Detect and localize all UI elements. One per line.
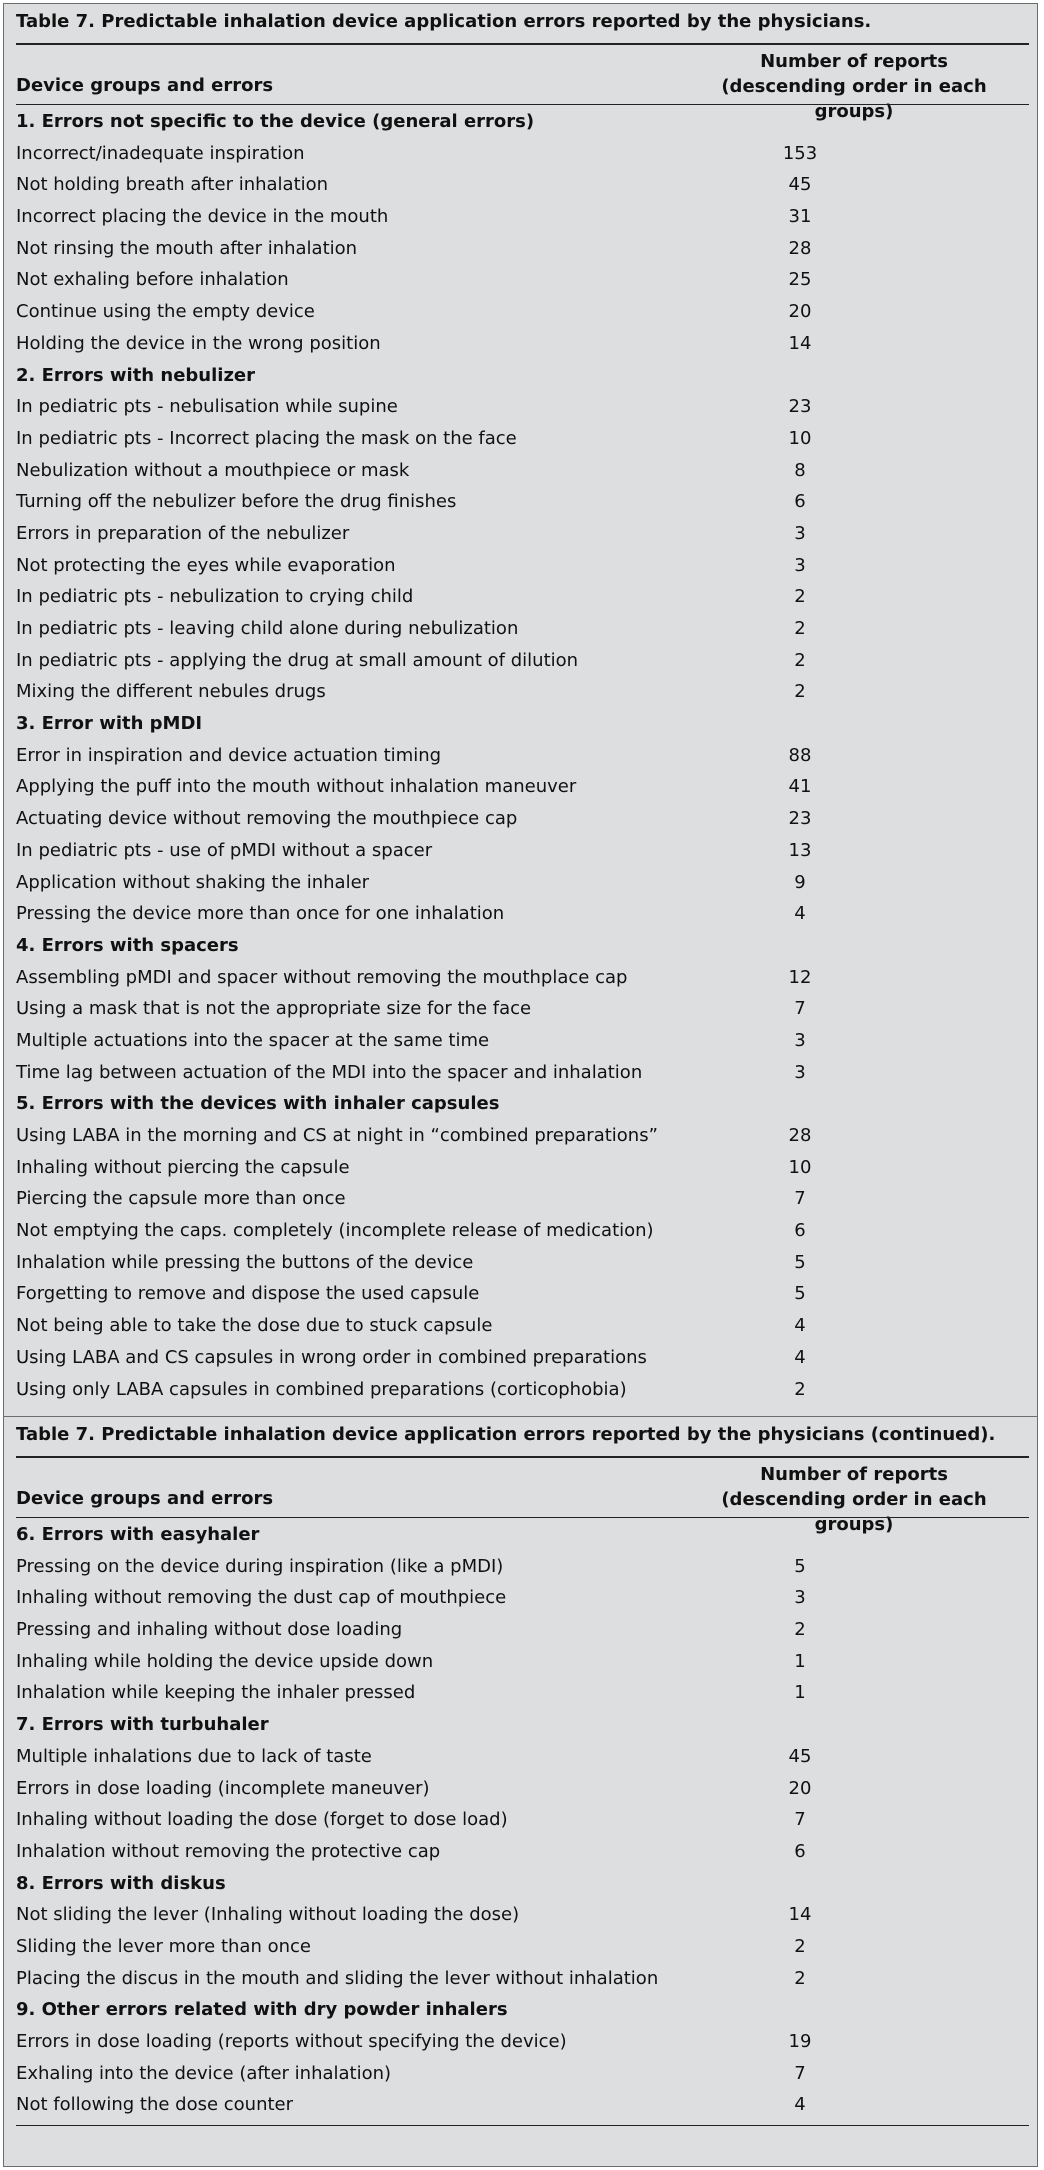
table-row — [16, 1248, 1029, 1280]
error-description: In pediatric pts - use of pMDI without a spacer — [16, 839, 433, 861]
report-count: 28 — [788, 237, 812, 259]
table-row — [16, 1932, 1029, 1964]
error-description: Sliding the lever more than once — [16, 1935, 311, 1957]
table-row — [16, 1964, 1029, 1996]
report-count: 2 — [794, 1935, 806, 1957]
error-description: Not following the dose counter — [16, 2094, 294, 2116]
error-description: Not holding breath after inhalation — [16, 174, 329, 196]
table-row — [16, 424, 1029, 456]
report-count: 8 — [794, 459, 806, 481]
report-count: 9 — [794, 871, 806, 893]
error-description: In pediatric pts - leaving child alone during nebulization — [16, 618, 519, 639]
report-count: 4 — [794, 2094, 806, 2116]
report-count: 23 — [788, 808, 812, 830]
group-title: 5. Errors with the devices with inhaler capsules — [16, 1093, 500, 1115]
table-row — [16, 1837, 1029, 1869]
table-row — [16, 1900, 1029, 1932]
report-count: 3 — [794, 522, 806, 544]
error-description: Using LABA and CS capsules in wrong order in combined preparations — [16, 1346, 647, 1368]
report-count: 4 — [794, 903, 806, 925]
table-row — [16, 1647, 1029, 1679]
error-description: Pressing and inhaling without dose loading — [16, 1619, 403, 1641]
table-row — [16, 868, 1029, 900]
report-count: 7 — [794, 2062, 806, 2084]
group-title: 7. Errors with turbuhaler — [16, 1714, 269, 1736]
report-count: 2 — [794, 618, 806, 639]
error-description: Piercing the capsule more than once — [16, 1188, 346, 1210]
error-description: Assembling pMDI and spacer without removing the mouthplace cap — [16, 966, 628, 988]
report-count: 2 — [794, 681, 806, 703]
report-count: 45 — [788, 174, 812, 196]
error-description: Placing the discus in the mouth and sliding the lever without inhalation — [16, 1967, 659, 1989]
header-top-rule — [16, 1456, 1029, 1458]
table-row — [16, 772, 1029, 804]
report-count: 3 — [794, 1029, 806, 1051]
header-bottom-rule — [16, 104, 1029, 105]
error-description: Incorrect/inadequate inspiration — [16, 142, 305, 164]
error-description: Inhaling without loading the dose (forget to dose load) — [16, 1809, 508, 1831]
table-row — [16, 519, 1029, 551]
report-count: 2 — [794, 1967, 806, 1989]
report-count: 1 — [794, 1650, 806, 1672]
error-description: Time lag between actuation of the MDI into the spacer and inhalation — [16, 1061, 643, 1083]
group-title: 1. Errors not specific to the device (general errors) — [16, 111, 535, 132]
table-panel-part-2 — [3, 1416, 1038, 2167]
group-header-row — [16, 1869, 1029, 1901]
report-count: 14 — [788, 332, 812, 354]
report-count: 3 — [794, 554, 806, 576]
report-count: 31 — [788, 206, 812, 228]
table-row — [16, 2090, 1029, 2122]
report-count: 4 — [794, 1346, 806, 1368]
error-description: Errors in dose loading (reports without specifying the device) — [16, 2031, 567, 2052]
error-description: Actuating device without removing the mouthpiece cap — [16, 808, 518, 830]
error-description: Inhalation while keeping the inhaler pressed — [16, 1682, 416, 1704]
error-description: Continue using the empty device — [16, 301, 315, 323]
group-title: 8. Errors with diskus — [16, 1872, 226, 1894]
group-header-row — [16, 931, 1029, 963]
table-row — [16, 1552, 1029, 1584]
group-header-row — [16, 1995, 1029, 2027]
table-row — [16, 456, 1029, 488]
error-description: In pediatric pts - nebulisation while supine — [16, 396, 398, 418]
table-row — [16, 139, 1029, 171]
table-row — [16, 899, 1029, 931]
report-count: 20 — [788, 301, 812, 323]
table-row — [16, 1805, 1029, 1837]
table-row — [16, 804, 1029, 836]
table-panel-part-1 — [3, 3, 1038, 1417]
table-row — [16, 614, 1029, 646]
table-row — [16, 1026, 1029, 1058]
column-header-line-2: (descending order in each groups) — [721, 1489, 987, 1535]
error-description: Holding the device in the wrong position — [16, 332, 381, 354]
report-count: 5 — [794, 1251, 806, 1273]
table-row — [16, 2059, 1029, 2091]
table-row — [16, 677, 1029, 709]
report-count: 20 — [788, 1777, 812, 1799]
error-description: Multiple inhalations due to lack of taste — [16, 1745, 372, 1767]
error-description: Not being able to take the dose due to stuck capsule — [16, 1315, 493, 1337]
error-description: Inhaling while holding the device upside down — [16, 1650, 434, 1672]
table-row — [16, 297, 1029, 329]
header-top-rule — [16, 43, 1029, 45]
table-body — [16, 1520, 1029, 2122]
table-row — [16, 551, 1029, 583]
table-caption-continued: Table 7. Predictable inhalation device application errors reported by the physicians (continued). — [16, 1424, 996, 1445]
error-description: Multiple actuations into the spacer at the same time — [16, 1029, 490, 1051]
report-count: 2 — [794, 649, 806, 671]
report-count: 5 — [794, 1555, 806, 1577]
error-description: Using LABA in the morning and CS at night in “combined preparations” — [16, 1125, 658, 1146]
error-description: Applying the puff into the mouth without inhalation maneuver — [16, 776, 577, 798]
group-title: 6. Errors with easyhaler — [16, 1524, 260, 1545]
table-row — [16, 392, 1029, 424]
error-description: Incorrect placing the device in the mouth — [16, 206, 389, 228]
group-header-row — [16, 1520, 1029, 1552]
group-header-row — [16, 709, 1029, 741]
column-header-line-1: Number of reports — [760, 51, 948, 72]
report-count: 6 — [794, 491, 806, 513]
error-description: Exhaling into the device (after inhalation) — [16, 2062, 392, 2084]
report-count: 6 — [794, 1220, 806, 1242]
table-row — [16, 1121, 1029, 1153]
error-description: Not sliding the lever (Inhaling without loading the dose) — [16, 1904, 520, 1926]
report-count: 25 — [788, 269, 812, 291]
error-description: Not rinsing the mouth after inhalation — [16, 237, 358, 259]
report-count: 3 — [794, 1587, 806, 1609]
error-description: Error in inspiration and device actuation timing — [16, 744, 442, 766]
error-description: Inhaling without removing the dust cap of mouthpiece — [16, 1587, 507, 1609]
table-row — [16, 170, 1029, 202]
column-header-line-2: (descending order in each groups) — [721, 76, 987, 122]
error-description: Errors in preparation of the nebulizer — [16, 522, 350, 544]
report-count: 10 — [788, 1156, 812, 1178]
table-row — [16, 234, 1029, 266]
error-description: Not emptying the caps. completely (incomplete release of medication) — [16, 1220, 654, 1242]
table-row — [16, 646, 1029, 678]
table-row — [16, 963, 1029, 995]
report-count: 7 — [794, 998, 806, 1020]
report-count: 2 — [794, 586, 806, 608]
report-count: 88 — [788, 744, 812, 766]
error-description: In pediatric pts - Incorrect placing the mask on the face — [16, 427, 517, 449]
report-count: 10 — [788, 427, 812, 449]
group-title: 4. Errors with spacers — [16, 934, 239, 956]
report-count: 7 — [794, 1809, 806, 1831]
table-row — [16, 2027, 1029, 2059]
report-count: 1 — [794, 1682, 806, 1704]
group-title: 3. Error with pMDI — [16, 713, 203, 735]
table-row — [16, 1375, 1029, 1407]
report-count: 7 — [794, 1188, 806, 1210]
error-description: Turning off the nebulizer before the drug finishes — [16, 491, 457, 513]
table-body — [16, 107, 1029, 1406]
report-count: 12 — [788, 966, 812, 988]
table-row — [16, 202, 1029, 234]
report-count: 5 — [794, 1283, 806, 1305]
table-row — [16, 1343, 1029, 1375]
report-count: 23 — [788, 396, 812, 418]
report-count: 2 — [794, 1378, 806, 1400]
column-header-device-groups: Device groups and errors — [16, 1488, 274, 1509]
report-count: 2 — [794, 1619, 806, 1641]
error-description: Not exhaling before inhalation — [16, 269, 289, 291]
report-count: 14 — [788, 1904, 812, 1926]
error-description: Mixing the different nebules drugs — [16, 681, 326, 703]
report-count: 41 — [788, 776, 812, 798]
group-title: 2. Errors with nebulizer — [16, 364, 256, 386]
table-row — [16, 329, 1029, 361]
column-header-line-1: Number of reports — [760, 1464, 948, 1485]
report-count: 3 — [794, 1061, 806, 1083]
report-count: 28 — [788, 1125, 812, 1146]
error-description: Not protecting the eyes while evaporation — [16, 554, 396, 576]
table-row — [16, 1184, 1029, 1216]
error-description: Pressing the device more than once for one inhalation — [16, 903, 505, 925]
table-row — [16, 1742, 1029, 1774]
error-description: In pediatric pts - nebulization to crying child — [16, 586, 414, 608]
table-row — [16, 1153, 1029, 1185]
table-row — [16, 1583, 1029, 1615]
table-row — [16, 1678, 1029, 1710]
column-header-device-groups: Device groups and errors — [16, 75, 274, 96]
report-count: 6 — [794, 1840, 806, 1862]
error-description: Application without shaking the inhaler — [16, 871, 370, 893]
table-row — [16, 487, 1029, 519]
table-caption: Table 7. Predictable inhalation device application errors reported by the physicians. — [16, 11, 872, 32]
table-row — [16, 741, 1029, 773]
table-row — [16, 836, 1029, 868]
table-row — [16, 1058, 1029, 1090]
report-count: 153 — [782, 142, 818, 164]
error-description: In pediatric pts - applying the drug at small amount of dilution — [16, 649, 579, 671]
table-row — [16, 1774, 1029, 1806]
table-bottom-rule — [16, 2125, 1029, 2126]
table-row — [16, 1279, 1029, 1311]
error-description: Forgetting to remove and dispose the used capsule — [16, 1283, 480, 1305]
error-description: Inhalation while pressing the buttons of the device — [16, 1251, 474, 1273]
error-description: Errors in dose loading (incomplete maneuver) — [16, 1777, 430, 1799]
error-description: Inhaling without piercing the capsule — [16, 1156, 350, 1178]
error-description: Nebulization without a mouthpiece or mask — [16, 459, 410, 481]
table-row — [16, 1615, 1029, 1647]
group-header-row — [16, 107, 1029, 139]
error-description: Using only LABA capsules in combined preparations (corticophobia) — [16, 1378, 627, 1400]
table-row — [16, 1216, 1029, 1248]
error-description: Pressing on the device during inspiration (like a pMDI) — [16, 1555, 504, 1577]
group-title: 9. Other errors related with dry powder inhalers — [16, 1999, 508, 2021]
table-row — [16, 994, 1029, 1026]
group-header-row — [16, 1710, 1029, 1742]
group-header-row — [16, 1089, 1029, 1121]
report-count: 45 — [788, 1745, 812, 1767]
table-row — [16, 582, 1029, 614]
report-count: 4 — [794, 1315, 806, 1337]
table-row — [16, 1311, 1029, 1343]
report-count: 19 — [788, 2031, 812, 2052]
header-bottom-rule — [16, 1517, 1029, 1518]
error-description: Using a mask that is not the appropriate size for the face — [16, 998, 532, 1020]
error-description: Inhalation without removing the protective cap — [16, 1840, 441, 1862]
table-row — [16, 265, 1029, 297]
report-count: 13 — [788, 839, 812, 861]
group-header-row — [16, 361, 1029, 393]
